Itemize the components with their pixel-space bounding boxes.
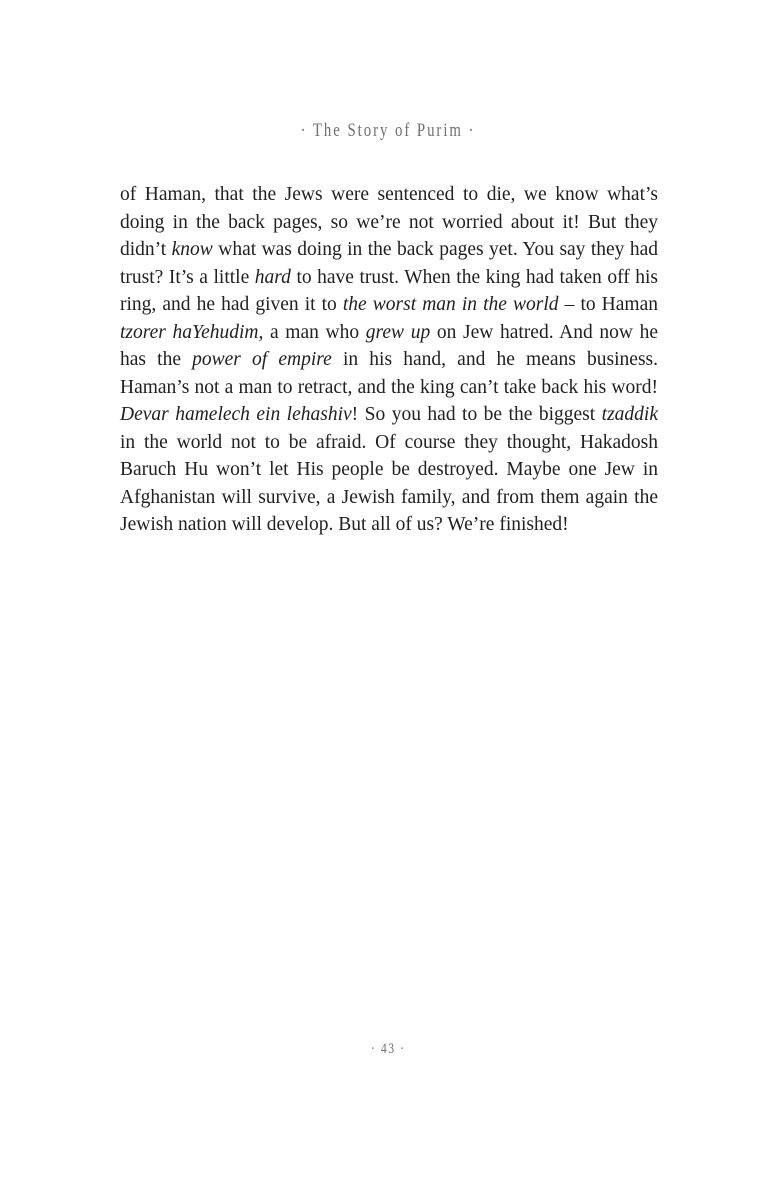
text-run: in the world not to be afraid. Of course they thought, Hakadosh Baruch Hu won’t let His people be destroyed. Maybe one Jew in Afghanistan will survive, a Jewish family, and from them again the Jewish nation will develop. But all of us? We’re finished!	[120, 431, 658, 535]
italic-run: Devar hamelech ein lehashiv	[120, 404, 352, 425]
text-run: – to Haman	[558, 294, 658, 315]
text-run: on Jew hatred. And now he has the	[120, 321, 659, 370]
text-run: to have trust. When the king had taken off his ring, and he had given it to	[120, 266, 658, 315]
italic-run: tzaddik	[601, 404, 658, 425]
italic-run: grew up	[365, 321, 431, 343]
running-header-text: · The Story of Purim ·	[300, 120, 476, 141]
text-run: what was doing in the back pages yet. You say they had trust? It’s a little	[120, 239, 658, 288]
page-number-text: · 43 ·	[370, 1041, 406, 1057]
text-run: in his hand, and he means business. Haman’s not a man to retract, and the king can’t take back his word!	[120, 349, 658, 398]
italic-run: power of empire	[192, 349, 332, 370]
text-run: , a man who	[258, 321, 366, 343]
text-run: of Haman, that the Jews were sentenced to die, we know what’s doing in the back pages, so we’re not worried about it! But they didn’t	[120, 184, 658, 260]
italic-run: tzorer haYehudim	[120, 321, 259, 343]
italic-run: the worst man in the world	[342, 294, 559, 315]
running-header	[0, 120, 776, 142]
italic-run: know	[171, 239, 213, 260]
italic-run: hard	[254, 266, 291, 288]
body-paragraph	[120, 181, 658, 539]
page-number	[0, 1041, 776, 1058]
text-run: ! So you had to be the biggest	[351, 404, 602, 425]
